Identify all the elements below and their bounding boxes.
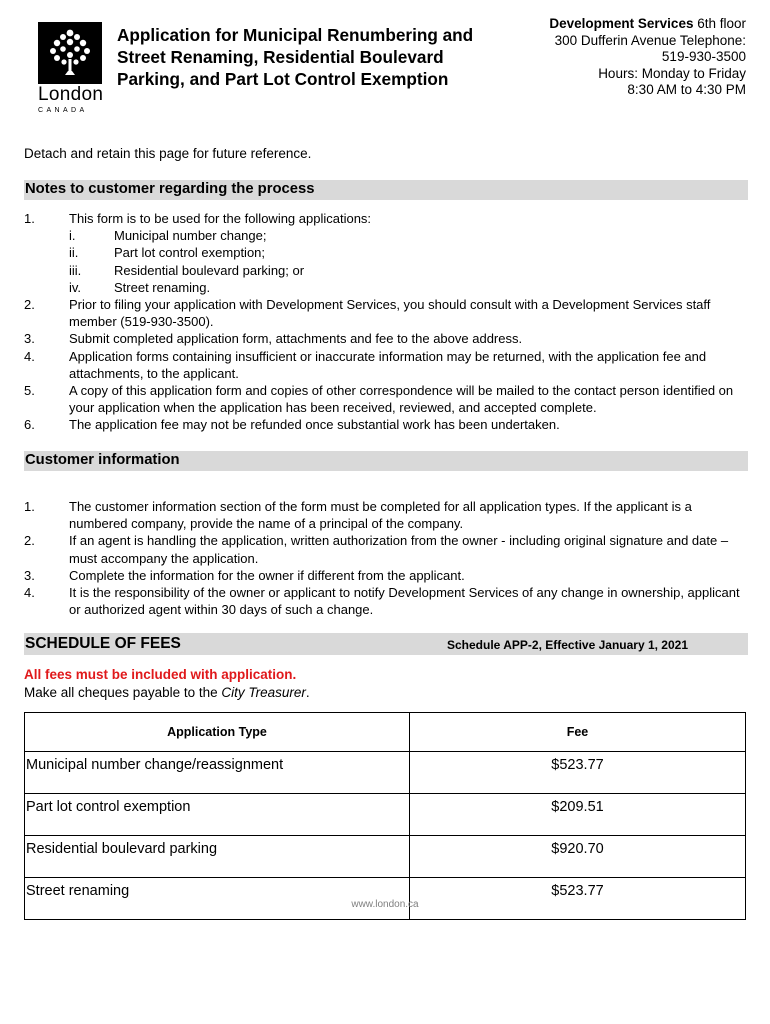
page-title: Application for Municipal Renumbering and Street Renaming, Residential Boulevard Parking, and Part Lot Control Exemption <box>117 25 474 89</box>
footer-url[interactable]: www.london.ca <box>351 899 419 910</box>
list-text: Submit completed application form, attachments and fee to the above address. <box>69 331 523 347</box>
detach-note: Detach and retain this page for future reference. <box>24 146 312 161</box>
sub-text: Residential boulevard parking; or <box>114 262 305 278</box>
fee-type: Street renaming <box>25 878 410 920</box>
list-item <box>24 330 744 347</box>
notes-heading-bar <box>24 180 748 200</box>
sub-item <box>69 279 744 296</box>
cheques-suffix: . <box>305 685 310 700</box>
notes-heading: Notes to customer regarding the process <box>25 181 315 197</box>
list-item <box>24 498 744 532</box>
list-item <box>24 210 744 296</box>
list-text: It is the responsibility of the owner or applicant to notify Development Services of any change in ownership, applicant or authorized agent within 30 days of such a change. <box>69 585 740 618</box>
contact-floor: 6th floor <box>693 16 746 31</box>
fee-amount: $920.70 <box>410 836 746 878</box>
logo-wordmark: London <box>38 84 104 105</box>
list-text: The customer information section of the form must be completed for all application types. If the applicant is a numbered company, provide the name of a principal of the company. <box>69 499 692 532</box>
fees-notice: All fees must be included with application. <box>24 667 297 682</box>
customer-heading-bar <box>24 451 748 471</box>
contact-times: 8:30 AM to 4:30 PM <box>627 82 746 97</box>
fees-heading-bar <box>24 633 748 655</box>
list-number: 6. <box>24 417 35 433</box>
fee-type: Residential boulevard parking <box>25 836 410 878</box>
sub-item <box>69 244 744 261</box>
list-number: 2. <box>24 533 35 549</box>
contact-phone: 519-930-3500 <box>661 49 746 64</box>
cheques-prefix: Make all cheques payable to the <box>24 685 222 700</box>
list-text: If an agent is handling the application, written authorization from the owner - including original signature and date – must accompany the application. <box>69 533 729 566</box>
sub-item <box>69 262 744 279</box>
notes-list <box>24 210 744 434</box>
contact-address: 300 Dufferin Avenue Telephone: <box>554 32 746 48</box>
fee-type: Municipal number change/reassignment <box>25 752 410 794</box>
table-row <box>25 836 746 878</box>
fees-heading: SCHEDULE OF FEES <box>25 635 181 652</box>
sub-number: iii. <box>69 262 82 278</box>
list-item <box>24 532 744 566</box>
list-text: Application forms containing insufficient or inaccurate information may be returned, with the application fee and attachments, to the applicant. <box>69 348 707 381</box>
customer-heading: Customer information <box>25 452 180 468</box>
sub-number: iv. <box>69 279 82 295</box>
list-item <box>24 382 744 416</box>
fees-schedule: Schedule APP-2, Effective January 1, 2021 <box>446 638 688 652</box>
contact-dept: Development Services <box>549 16 694 31</box>
contact-block <box>549 16 746 99</box>
list-text: Prior to filing your application with Development Services, you should consult with a Development Services staff member (519-930-3500). <box>69 297 711 330</box>
fee-type: Part lot control exemption <box>25 794 410 836</box>
list-text: A copy of this application form and copies of other correspondence will be mailed to the contact person identified on your application when the application has been received, reviewed, and accepted complete. <box>69 383 734 416</box>
cheques-payee: City Treasurer <box>221 685 306 700</box>
sub-text: Municipal number change; <box>114 228 267 244</box>
sub-text: Street renaming. <box>114 279 211 295</box>
tree-icon <box>38 22 102 84</box>
customer-list <box>24 498 744 618</box>
list-text <box>69 210 744 296</box>
sub-number: i. <box>69 228 76 244</box>
list-item-text: This form is to be used for the following applications: <box>69 211 372 226</box>
list-number: 2. <box>24 297 35 313</box>
logo-subtitle: CANADA <box>38 107 88 114</box>
sub-text: Part lot control exemption; <box>114 245 266 261</box>
list-item <box>24 296 744 330</box>
fees-table <box>24 712 746 920</box>
table-row <box>25 794 746 836</box>
list-number: 4. <box>24 348 35 364</box>
fee-amount: $523.77 <box>410 752 746 794</box>
list-number: 3. <box>24 567 35 583</box>
list-number: 1. <box>24 499 35 514</box>
sub-item <box>69 227 744 244</box>
header-application-type: Application Type <box>25 713 410 752</box>
list-number: 5. <box>24 383 35 399</box>
list-text: Complete the information for the owner if different from the applicant. <box>69 567 465 583</box>
cheques-note <box>24 685 310 700</box>
fee-amount: $209.51 <box>410 794 746 836</box>
list-number: 4. <box>24 585 35 601</box>
table-header-row <box>25 713 746 752</box>
list-item <box>24 567 744 584</box>
sub-number: ii. <box>69 245 79 261</box>
contact-hours: Hours: Monday to Friday <box>598 65 746 81</box>
list-item <box>24 348 744 382</box>
list-number: 1. <box>24 211 35 226</box>
list-item <box>24 584 744 618</box>
header-fee: Fee <box>410 713 746 752</box>
table-row <box>25 752 746 794</box>
contact-dept-line <box>549 16 746 33</box>
city-logo <box>38 22 110 116</box>
list-number: 3. <box>24 331 35 347</box>
fee-amount: $523.77 <box>410 878 746 920</box>
list-item <box>24 416 744 433</box>
list-text: The application fee may not be refunded once substantial work has been undertaken. <box>69 417 560 433</box>
